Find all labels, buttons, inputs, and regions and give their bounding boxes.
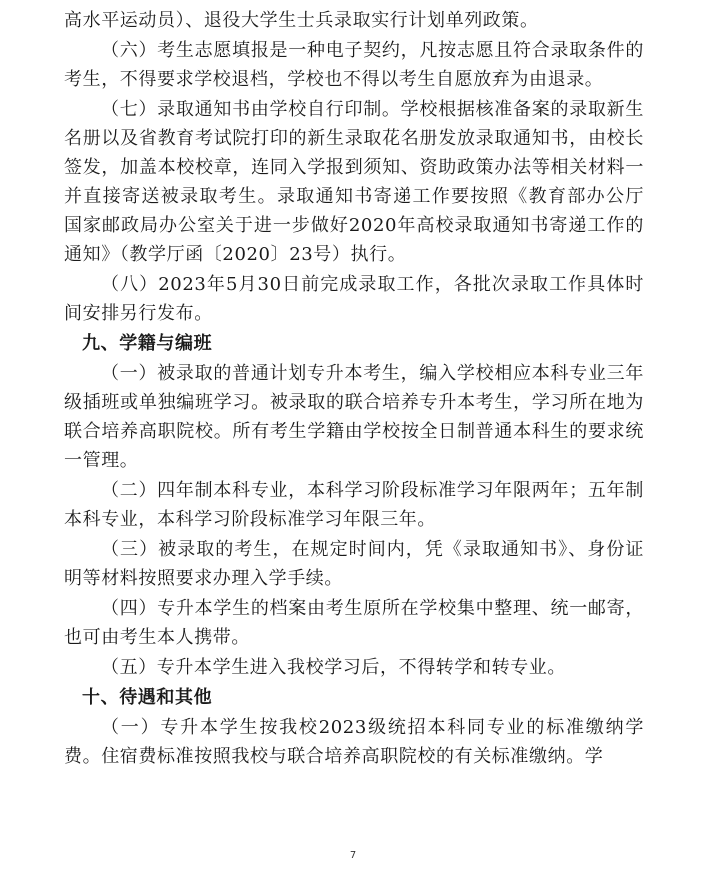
paragraph-item-7: （七）录取通知书由学校自行印制。学校根据核准备案的录取新生名册以及省教育考试院打印的新生录取花名册发放录取通知书，由校长签发，加盖本校校章，连同入学报到须知、资助政策办法等相关材料一并直接寄送被录取考生。录取通知书寄递工作要按照《教育部办公厅 国家邮政局办公室关于进一步做好2020年高校录取通知书寄递工作的通知》（教学厅函〔2020〕23号）执行。 xyxy=(64,99,644,265)
paragraph-9-3: （三）被录取的考生，在规定时间内，凭《录取通知书》、身份证明等材料按照要求办理入学手续。 xyxy=(64,539,644,589)
paragraph-9-1: （一）被录取的普通计划专升本考生，编入学校相应本科专业三年级插班或单独编班学习。被录取的联合培养专升本考生，学习所在地为联合培养高职院校。所有考生学籍由学校按全日制普通本科生的要求统一管理。 xyxy=(64,363,644,471)
section-heading-10: 十、待遇和其他 xyxy=(82,687,213,708)
paragraph-9-5: （五）专升本学生进入我校学习后，不得转学和转专业。 xyxy=(101,657,566,678)
paragraph-item-8: （八）2023年5月30日前完成录取工作，各批次录取工作具体时间安排另行发布。 xyxy=(64,274,644,324)
section-heading-9: 九、学籍与编班 xyxy=(82,333,213,354)
paragraph-9-4: （四）专升本学生的档案由考生原所在学校集中整理、统一邮寄，也可由考生本人携带。 xyxy=(64,598,644,648)
paragraph-9-2: （二）四年制本科专业，本科学习阶段标准学习年限两年；五年制本科专业，本科学习阶段标准学习年限三年。 xyxy=(64,480,644,530)
paragraph-10-1: （一）专升本学生按我校2023级统招本科同专业的标准缴纳学费。住宿费标准按照我校与联合培养高职院校的有关标准缴纳。学 xyxy=(64,717,644,767)
document-page xyxy=(64,6,644,772)
paragraph-item-6: （六）考生志愿填报是一种电子契约，凡按志愿且符合录取条件的考生，不得要求学校退档，学校也不得以考生自愿放弃为由退录。 xyxy=(64,40,644,90)
page-number: 7 xyxy=(349,850,357,861)
paragraph-continuation: 高水平运动员）、退役大学生士兵录取实行计划单列政策。 xyxy=(64,10,539,31)
